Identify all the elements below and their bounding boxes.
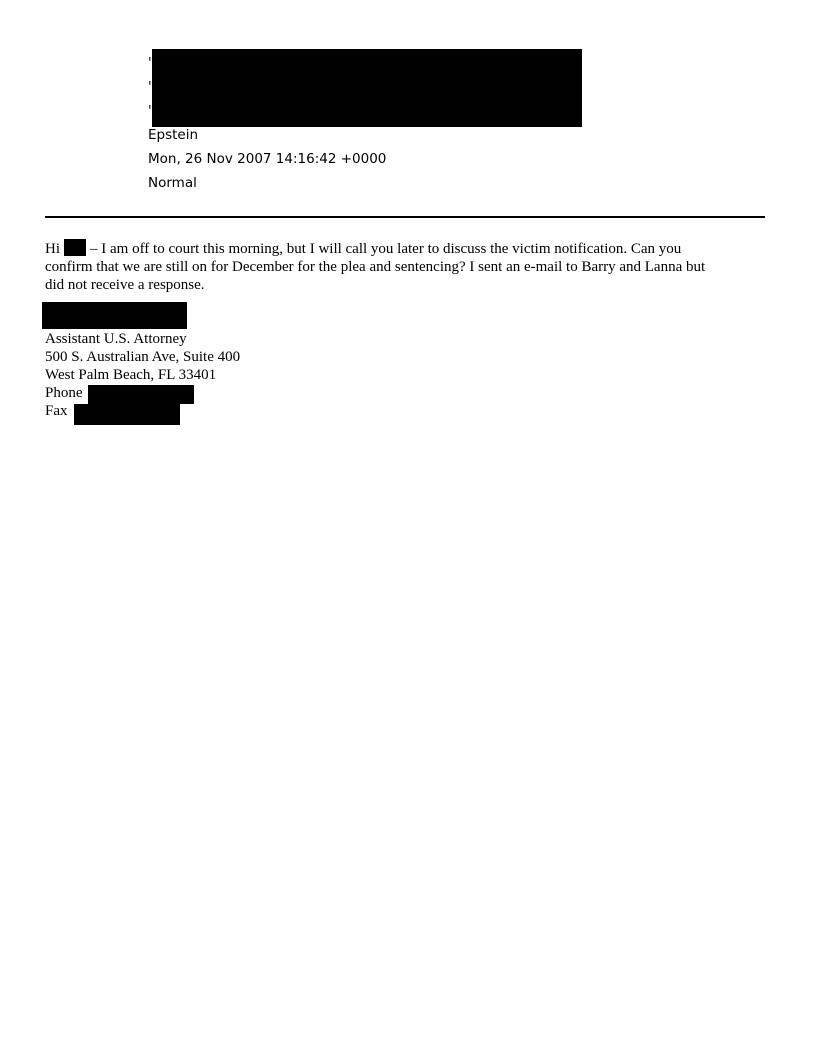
message-line-1 [45,239,775,258]
fax-label: Fax [45,403,68,419]
to-value: ' [148,79,152,95]
message-line-3: did not receive a response. [45,277,205,293]
signature-fax-row [45,402,68,420]
signature-address-line-1: 500 S. Australian Ave, Suite 400 [45,349,241,365]
message-line-1-text: – I am off to court this morning, but I will call you later to discuss the victim notification. Can you [90,241,682,257]
subject-value: Epstein [148,127,199,143]
date-value: Mon, 26 Nov 2007 14:16:42 +0000 [148,151,387,167]
header-divider [45,216,765,218]
cc-value: ' [148,103,152,119]
signature-phone-row [45,384,83,402]
signature-title: Assistant U.S. Attorney [45,331,187,347]
redaction-fax-number [74,404,180,425]
message-body [45,239,775,294]
redaction-header-recipients [152,49,582,127]
phone-label: Phone [45,385,83,401]
signature-address-line-2: West Palm Beach, FL 33401 [45,367,217,383]
message-line-2: confirm that we are still on for December for the plea and sentencing? I sent an e-mail to Barry and Lanna but [45,259,706,275]
from-value: ' [148,55,152,71]
greeting: Hi [45,241,60,257]
redaction-sender-name [42,302,187,329]
redaction-phone-number [88,385,194,404]
redaction-recipient-name [64,239,86,256]
importance-value: Normal [148,175,197,191]
